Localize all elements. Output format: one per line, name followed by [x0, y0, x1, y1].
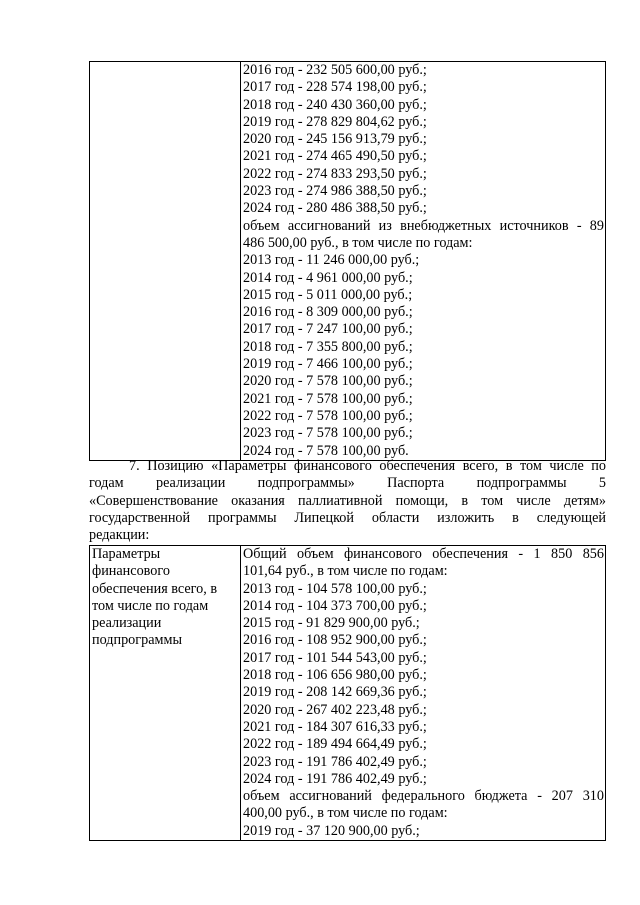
year-line: 2016 год - 232 505 600,00 руб.; — [243, 62, 427, 78]
extra-year-line: 2020 год - 7 578 100,00 руб.; — [243, 373, 413, 390]
extra-year-line: 2017 год - 7 247 100,00 руб.; — [243, 321, 413, 338]
extra-year-line: 2023 год - 7 578 100,00 руб.; — [243, 425, 413, 442]
total-funding-line-cont: 101,64 руб., в том числе по годам: — [243, 563, 448, 580]
year-line: 2017 год - 101 544 543,00 руб.; — [243, 649, 427, 666]
year-line: 2013 год - 104 578 100,00 руб.; — [243, 580, 427, 597]
year-line: 2021 год - 184 307 616,33 руб.; — [243, 718, 427, 735]
year-line: 2023 год - 274 986 388,50 руб.; — [243, 183, 427, 200]
paragraph-line: годам реализации подпрограммы» Паспорта подпрограммы 5 — [89, 475, 606, 492]
year-line: 2020 год - 267 402 223,48 руб.; — [243, 701, 427, 718]
parameter-name-line: реализации — [92, 615, 162, 632]
table-row — [90, 546, 606, 841]
year-line: 2022 год - 189 494 664,49 руб.; — [243, 736, 427, 753]
year-line: 2024 год - 280 486 388,50 руб.; — [243, 200, 427, 217]
year-line: 2015 год - 91 829 900,00 руб.; — [243, 615, 420, 632]
table-row — [90, 62, 606, 461]
parameter-name-line: том числе по годам — [92, 597, 209, 614]
paragraph-line: государственной программы Липецкой области изложить в следующей — [89, 509, 606, 526]
paragraph-line: редакции: — [89, 527, 150, 544]
year-line: 2023 год - 191 786 402,49 руб.; — [243, 753, 427, 770]
extra-year-line: 2022 год - 7 578 100,00 руб.; — [243, 407, 413, 424]
year-line: 2018 год - 106 656 980,00 руб.; — [243, 667, 427, 684]
extra-year-line: 2014 год - 4 961 000,00 руб.; — [243, 269, 413, 286]
year-line: 2022 год - 274 833 293,50 руб.; — [243, 165, 427, 182]
year-line: 2019 год - 278 829 804,62 руб.; — [243, 113, 427, 130]
total-funding-line: Общий объем финансового обеспечения - 1 850 856 — [243, 546, 604, 562]
year-line: 2017 год - 228 574 198,00 руб.; — [243, 79, 427, 96]
paragraph-line: «Совершенствование оказания паллиативной помощи, в том числе детям» — [89, 492, 606, 509]
extra-year-line: 2013 год - 11 246 000,00 руб.; — [243, 252, 420, 269]
parameter-name-line: обеспечения всего, в — [92, 580, 218, 597]
extrabudget-summary: объем ассигнований из внебюджетных источников - 89 — [243, 217, 604, 234]
table-right-cell — [241, 62, 606, 461]
parameter-name-line: подпрограммы — [92, 632, 182, 649]
extra-year-line: 2019 год - 7 466 100,00 руб.; — [243, 356, 413, 373]
year-line: 2019 год - 208 142 669,36 руб.; — [243, 684, 427, 701]
extra-year-line: 2021 год - 7 578 100,00 руб.; — [243, 390, 413, 407]
funding-table-continued — [89, 61, 606, 461]
federal-funding-line-cont: 400,00 руб., в том числе по годам: — [243, 805, 448, 822]
extra-year-line: 2015 год - 5 011 000,00 руб.; — [243, 286, 413, 303]
year-line: 2018 год - 240 430 360,00 руб.; — [243, 96, 427, 113]
parameter-value-cell — [241, 546, 606, 841]
federal-year-line: 2019 год - 37 120 900,00 руб.; — [243, 822, 420, 839]
extra-year-line: 2016 год - 8 309 000,00 руб.; — [243, 304, 413, 321]
year-line: 2014 год - 104 373 700,00 руб.; — [243, 597, 427, 614]
extrabudget-summary-cont: 486 500,00 руб., в том числе по годам: — [243, 234, 473, 251]
extra-year-line: 2024 год - 7 578 100,00 руб. — [243, 442, 409, 459]
year-line: 2020 год - 245 156 913,79 руб.; — [243, 131, 427, 148]
funding-parameters-table — [89, 545, 606, 841]
year-line: 2021 год - 274 465 490,50 руб.; — [243, 148, 427, 165]
amendment-paragraph — [89, 458, 606, 544]
year-line: 2016 год - 108 952 900,00 руб.; — [243, 632, 427, 649]
table-left-cell — [90, 62, 241, 461]
year-line: 2024 год - 191 786 402,49 руб.; — [243, 770, 427, 787]
parameter-name-line: финансового — [92, 563, 170, 580]
extra-year-line: 2018 год - 7 355 800,00 руб.; — [243, 338, 413, 355]
parameter-name-cell — [90, 546, 241, 841]
federal-funding-line: объем ассигнований федерального бюджета - 207 310 — [243, 788, 604, 805]
paragraph-line: 7. Позицию «Параметры финансового обеспечения всего, в том числе по — [129, 458, 606, 474]
parameter-name-line: Параметры — [92, 546, 161, 562]
